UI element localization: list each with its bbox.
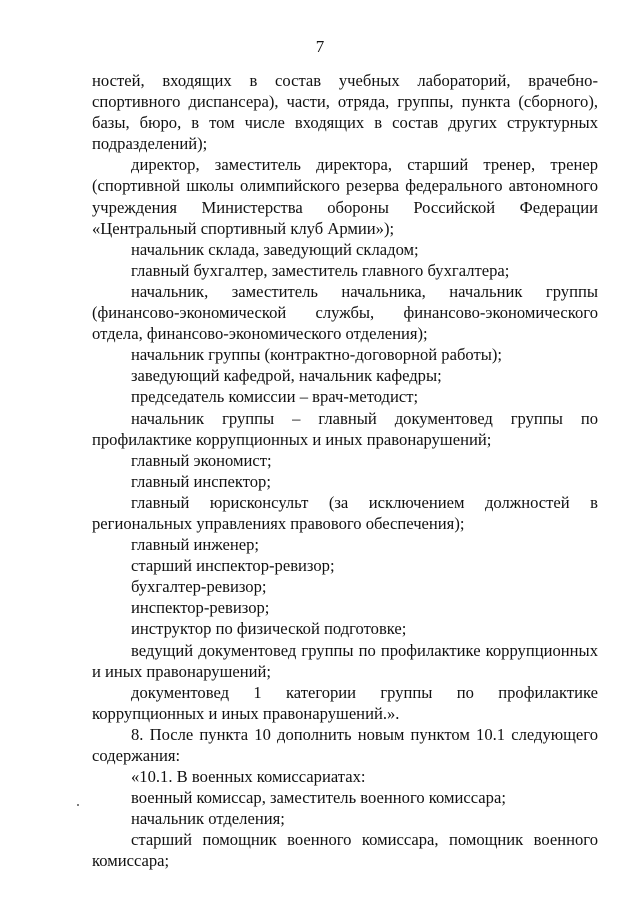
paragraph-senior-assistant: старший помощник военного комиссара, помощник военного комиссара; [92, 830, 598, 871]
scan-speck [77, 804, 79, 806]
paragraph-contract-group-head: начальник группы (контрактно-договорной работы); [131, 345, 503, 365]
paragraph-inspector-auditor: инспектор-ревизор; [131, 598, 270, 618]
paragraph-chief-legal-counsel: главный юрисконсульт (за исключением должностей в региональных управлениях правового обеспечения); [92, 492, 598, 533]
paragraph-military-commissar: военный комиссар, заместитель военного комиссара; [131, 788, 506, 808]
paragraph-lead-documentologist: ведущий документовед группы по профилактике коррупционных и иных правонарушений; [92, 640, 598, 681]
paragraph-senior-inspector-auditor: старший инспектор-ревизор; [131, 556, 335, 576]
paragraph-commission-chair: председатель комиссии – врач-методист; [131, 387, 419, 407]
paragraph-warehouse-head: начальник склада, заведующий складом; [131, 239, 419, 259]
paragraph-corruption-group-head: начальник группы – главный документовед группы по профилактике коррупционных и иных правонарушений; [92, 408, 598, 449]
paragraph-documentologist-1: документовед 1 категории группы по профилактике коррупционных и иных правонарушений.». [92, 682, 598, 723]
paragraph-section-head: начальник отделения; [131, 809, 285, 829]
paragraph-chief-accountant: главный бухгалтер, заместитель главного бухгалтера; [131, 260, 510, 280]
paragraph-chief-economist: главный экономист; [131, 450, 272, 470]
paragraph-pe-instructor: инструктор по физической подготовке; [131, 619, 407, 639]
paragraph-chief-engineer: главный инженер; [131, 535, 260, 555]
paragraph-item-10-1: «10.1. В военных комиссариатах: [131, 767, 366, 787]
paragraph-item-8: 8. После пункта 10 дополнить новым пунктом 10.1 следующего содержания: [92, 724, 598, 765]
page-number: 7 [315, 37, 325, 56]
paragraph-chief-inspector: главный инспектор; [131, 471, 271, 491]
paragraph-finance-head: начальник, заместитель начальника, начальник группы (финансово-экономической службы, финансово-экономического отдела, финансово-экономического отделения); [92, 281, 598, 344]
document-body [92, 70, 598, 872]
paragraph-continuation: ностей, входящих в состав учебных лабораторий, врачебно-спортивного диспансера), части, отряда, группы, пункта (сборного), базы, бюро, в том числе входящих в состав других структурных подразделений); [92, 71, 598, 154]
paragraph-director: директор, заместитель директора, старший тренер, тренер (спортивной школы олимпийского резерва федерального автономного учреждения Министерства обороны Российской Федерации «Центральный спортивный клуб Армии»); [92, 155, 598, 238]
paragraph-department-head: заведующий кафедрой, начальник кафедры; [131, 366, 442, 386]
paragraph-accountant-auditor: бухгалтер-ревизор; [131, 577, 267, 597]
